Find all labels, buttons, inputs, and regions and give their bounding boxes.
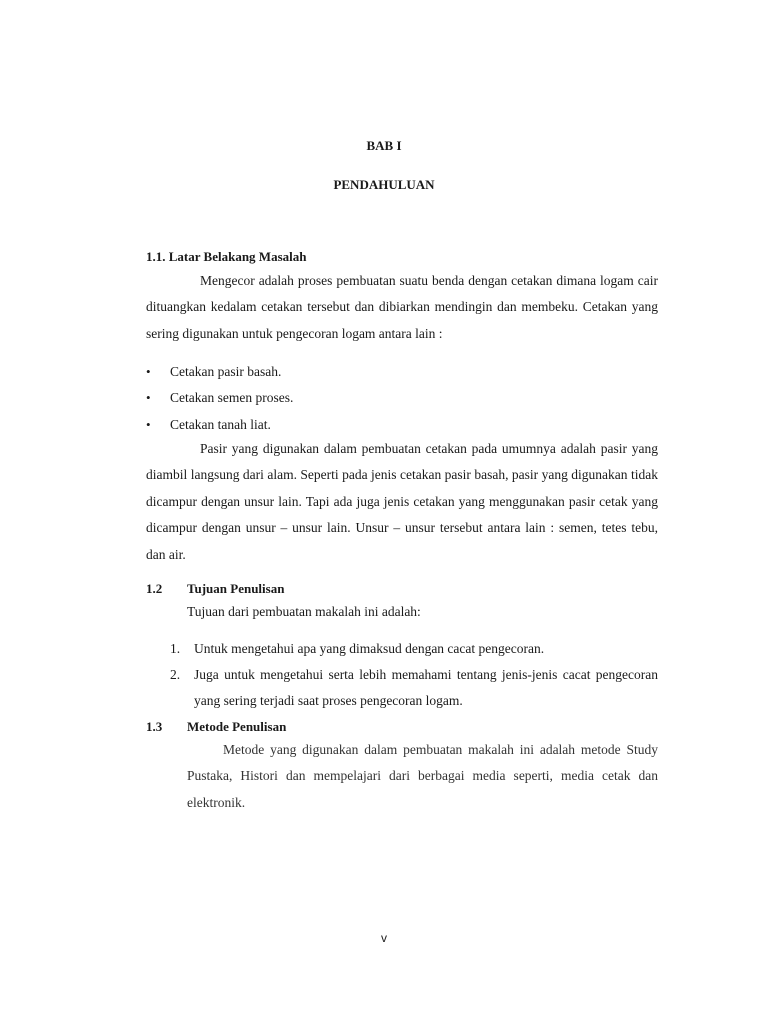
section-1-3-number: 1.3 bbox=[146, 719, 163, 734]
list-item-text: Cetakan semen proses. bbox=[170, 390, 294, 406]
method-paragraph: Metode yang digunakan dalam pembuatan makalah ini adalah metode Study Pustaka, Histori dan mempelajari dari berbagai media seperti, media cetak dan elektronik. bbox=[187, 742, 658, 810]
list-item bbox=[146, 385, 658, 411]
list-number: 1. bbox=[170, 641, 181, 656]
section-1-2-title: Tujuan Penulisan bbox=[187, 581, 285, 596]
mold-types-list bbox=[146, 359, 658, 438]
purpose-list bbox=[170, 636, 658, 714]
section-1-3-title: Metode Penulisan bbox=[187, 719, 287, 734]
purpose-intro: Tujuan dari pembuatan makalah ini adalah: bbox=[187, 604, 421, 619]
bullet-icon: • bbox=[146, 416, 151, 432]
section-1-2-number: 1.2 bbox=[146, 581, 163, 596]
chapter-title: PENDAHULUAN bbox=[333, 177, 435, 192]
list-item bbox=[146, 412, 658, 438]
bullet-icon: • bbox=[146, 364, 151, 379]
background-paragraph-1: Mengecor adalah proses pembuatan suatu benda dengan cetakan dimana logam cair dituangkan kedalam cetakan tersebut dan dibiarkan mendingin dan membeku. Cetakan yang sering digunakan untuk pengecoran logam antara lain : bbox=[146, 273, 658, 341]
list-item bbox=[146, 359, 658, 385]
list-item bbox=[170, 662, 658, 714]
list-item-text: Cetakan tanah liat. bbox=[170, 416, 271, 432]
page-number: v bbox=[381, 931, 387, 945]
chapter-label: BAB I bbox=[366, 138, 402, 153]
list-item-text: Juga untuk mengetahui serta lebih memahami tentang jenis-jenis cacat pengecoran yang sering terjadi saat proses pengecoran logam. bbox=[194, 667, 658, 708]
bullet-icon: • bbox=[146, 390, 151, 406]
background-paragraph-2: Pasir yang digunakan dalam pembuatan cetakan pada umumnya adalah pasir yang diambil langsung dari alam. Seperti pada jenis cetakan pasir basah, pasir yang digunakan tidak dicampur dengan unsur lain. Tapi ada juga jenis cetakan yang menggunakan pasir cetak yang dicampur dengan unsur – unsur lain. Unsur – unsur tersebut antara lain : semen, tetes tebu, dan air. bbox=[146, 441, 658, 562]
section-1-1-heading: 1.1. Latar Belakang Masalah bbox=[146, 249, 307, 264]
list-item bbox=[170, 636, 658, 662]
list-number: 2. bbox=[170, 667, 181, 682]
list-item-text: Cetakan pasir basah. bbox=[170, 364, 282, 379]
list-item-text: Untuk mengetahui apa yang dimaksud dengan cacat pengecoran. bbox=[194, 641, 545, 656]
